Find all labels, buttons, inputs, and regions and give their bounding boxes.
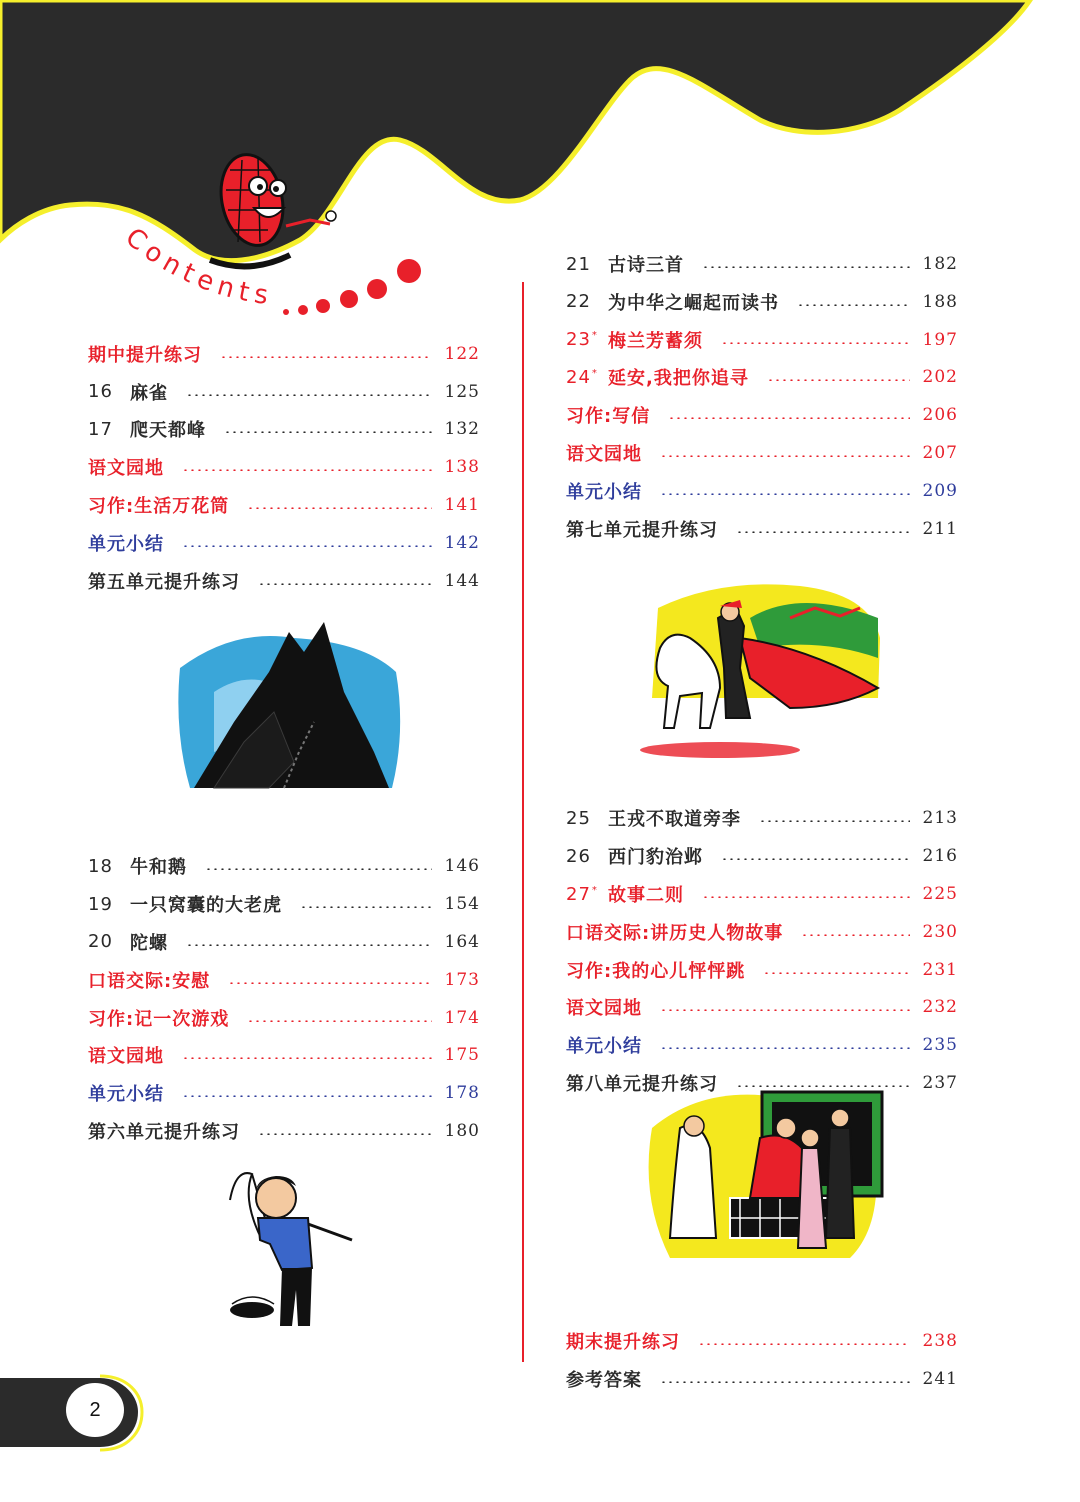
toc-dot-leader (182, 545, 432, 547)
toc-entry-title: 语文园地 (88, 458, 164, 480)
toc-entry-page: 188 (922, 291, 958, 312)
toc-entry-title: 牛和鹅 (130, 857, 187, 879)
toc-entry-page: 202 (922, 367, 958, 388)
toc-entry[interactable] (566, 361, 958, 393)
toc-entry-page: 132 (444, 419, 480, 440)
toc-entry-title: 一只窝囊的大老虎 (130, 895, 282, 917)
court-scene-illustration (640, 1088, 886, 1266)
toc-entry-page: 231 (922, 959, 958, 980)
horse-rider-illustration (640, 578, 884, 758)
toc-entry-number: 17 (88, 418, 113, 440)
toc-dot-leader (186, 394, 432, 396)
toc-entry-number: 25 (566, 807, 591, 829)
toc-dot-leader (736, 531, 910, 533)
toc-entry-number: 19 (88, 893, 113, 915)
toc-entry[interactable] (566, 1363, 958, 1395)
toc-entry[interactable] (88, 1115, 480, 1147)
toc-entry-title: 口语交际:安慰 (88, 970, 211, 992)
mountain-illustration (174, 612, 408, 796)
toc-entry-title: 王戎不取道旁李 (608, 809, 741, 831)
contents-heading (118, 226, 438, 336)
toc-entry-title: 期末提升练习 (566, 1331, 680, 1353)
toc-dot-leader (702, 266, 910, 268)
toc-entry-page: 146 (444, 856, 480, 877)
toc-dot-leader (698, 1343, 910, 1345)
toc-entry-title: 语文园地 (566, 998, 642, 1020)
toc-entry[interactable] (88, 926, 480, 958)
toc-entry-number: 22 (566, 291, 591, 313)
column-divider (522, 282, 524, 1362)
toc-entry-page: 230 (922, 921, 958, 942)
toc-entry[interactable] (88, 1077, 480, 1109)
toc-entry-title: 古诗三首 (608, 255, 684, 276)
toc-entry[interactable] (88, 1002, 480, 1034)
toc-entry-page: 225 (922, 884, 958, 904)
toc-entry[interactable] (88, 338, 480, 370)
toc-entry[interactable] (566, 1325, 958, 1357)
toc-entry-page: 235 (922, 1035, 958, 1056)
toc-entry-number: 21 (566, 253, 591, 275)
toc-entry[interactable] (88, 850, 480, 882)
toc-dot-leader (300, 906, 432, 908)
toc-dot-leader (702, 896, 910, 898)
toc-entry-title: 陀螺 (130, 932, 168, 954)
toc-entry[interactable] (566, 286, 958, 318)
toc-entry-page: 174 (444, 1007, 480, 1028)
toc-entry[interactable] (88, 888, 480, 920)
toc-dot-leader (736, 1085, 910, 1087)
toc-entry[interactable] (566, 475, 958, 507)
toc-entry-title: 习作:记一次游戏 (88, 1008, 230, 1030)
svg-text:Contents (120, 226, 276, 312)
toc-entry-title: 语文园地 (88, 1046, 164, 1068)
toc-entry-page: 241 (922, 1368, 958, 1389)
toc-entry-page: 138 (444, 457, 480, 478)
toc-entry-page: 216 (922, 846, 958, 867)
toc-entry-page: 232 (922, 997, 958, 1018)
toc-entry[interactable] (88, 964, 480, 996)
toc-dot-leader (186, 944, 432, 946)
toc-entry-page: 213 (922, 808, 958, 829)
toc-entry-title: 习作:我的心儿怦怦跳 (566, 960, 746, 982)
toc-entry-page: 206 (922, 405, 958, 426)
toc-entry-page: 207 (922, 443, 958, 463)
toc-dot-leader (721, 858, 910, 860)
toc-entry-title: 单元小结 (88, 1084, 164, 1106)
toc-dot-leader (258, 1133, 432, 1135)
toc-dot-leader (797, 304, 910, 306)
toc-entry-number: 16 (88, 381, 113, 402)
toc-dot-leader (247, 1020, 432, 1022)
toc-entry[interactable] (566, 248, 958, 280)
toc-entry-page: 164 (444, 931, 480, 952)
toc-entry-number: 18 (88, 855, 113, 877)
toc-entry-page: 178 (444, 1083, 480, 1104)
toc-entry-page: 238 (922, 1330, 958, 1351)
toc-entry-title: 西门豹治邺 (608, 847, 703, 869)
toc-entry-page: 175 (444, 1045, 480, 1066)
toc-entry[interactable] (88, 376, 480, 408)
toc-entry-number: 26 (566, 845, 591, 867)
toc-dot-leader (182, 469, 432, 471)
toc-dot-leader (205, 868, 432, 870)
toc-dot-leader (668, 417, 910, 419)
toc-entry[interactable] (566, 802, 958, 834)
toc-entry-number: 20 (88, 931, 113, 953)
toc-entry-title: 为中华之崛起而读书 (608, 292, 779, 314)
toc-entry-page: 197 (922, 329, 958, 350)
toc-entry[interactable] (566, 324, 958, 356)
toc-entry[interactable] (566, 916, 958, 948)
toc-dot-leader (801, 934, 910, 936)
toc-entry[interactable] (566, 991, 958, 1023)
toc-entry-page: 173 (444, 969, 480, 990)
toc-entry-title: 参考答案 (566, 1369, 642, 1391)
toc-entry-title: 习作:生活万花筒 (88, 495, 230, 517)
toc-entry[interactable] (566, 437, 958, 469)
page-number: 2 (66, 1383, 124, 1437)
toc-entry-page: 182 (922, 254, 958, 274)
toc-dot-leader (182, 1057, 432, 1059)
toc-entry[interactable] (88, 489, 480, 521)
toc-entry[interactable] (566, 878, 958, 910)
toc-entry-page: 122 (444, 344, 480, 364)
toc-entry-title: 口语交际:讲历史人物故事 (566, 922, 784, 944)
toc-entry-title: 第五单元提升练习 (88, 571, 240, 593)
toc-entry-number: 27* (566, 883, 598, 905)
toc-dot-leader (220, 356, 432, 358)
toc-entry-title: 第七单元提升练习 (566, 519, 718, 541)
toc-entry-title: 第八单元提升练习 (566, 1074, 718, 1095)
toc-entry-page: 237 (922, 1073, 958, 1093)
toc-entry-title: 单元小结 (566, 1036, 642, 1058)
toc-dot-leader (182, 1095, 432, 1097)
toc-dot-leader (224, 431, 432, 433)
toc-dot-leader (660, 1381, 910, 1383)
toc-entry-title: 梅兰芳蓄须 (608, 330, 703, 352)
toc-entry-page: 125 (444, 381, 480, 402)
toc-dot-leader (721, 342, 910, 344)
toc-entry-title: 麻雀 (130, 382, 168, 404)
toc-entry[interactable] (566, 1029, 958, 1061)
toc-entry[interactable] (88, 451, 480, 483)
toc-entry-page: 211 (922, 518, 958, 539)
toc-entry-page: 209 (922, 480, 958, 501)
toc-dot-leader (660, 1047, 910, 1049)
toc-entry[interactable] (88, 1039, 480, 1071)
toc-dot-leader (767, 379, 910, 381)
toc-entry-title: 第六单元提升练习 (88, 1121, 240, 1143)
toc-entry-page: 142 (444, 532, 480, 553)
toc-dot-leader (258, 583, 432, 585)
toc-entry-title: 单元小结 (88, 533, 164, 555)
toc-entry-page: 144 (444, 570, 480, 591)
toc-entry[interactable] (88, 527, 480, 559)
toc-entry-title: 习作:写信 (566, 406, 651, 428)
toc-entry-number: 23* (566, 329, 598, 351)
toc-dot-leader (660, 493, 910, 495)
toc-entry-title: 单元小结 (566, 481, 642, 503)
toc-dot-leader (660, 455, 910, 457)
contents-word-text: Contents (119, 226, 276, 312)
toc-entry[interactable] (566, 840, 958, 872)
toc-entry-number: 24* (566, 366, 598, 388)
toc-entry-page: 141 (444, 494, 480, 515)
toc-entry-page: 154 (444, 894, 480, 915)
toc-entry-title: 故事二则 (608, 885, 684, 906)
toc-dot-leader (228, 982, 432, 984)
toc-entry-title: 延安,我把你追寻 (608, 368, 749, 390)
boy-spinning-top-illustration (212, 1160, 368, 1336)
toc-entry-title: 语文园地 (566, 444, 642, 465)
toc-dot-leader (247, 507, 432, 509)
toc-entry-title: 爬天都峰 (130, 420, 206, 442)
toc-entry-page: 180 (444, 1120, 480, 1141)
toc-entry-title: 期中提升练习 (88, 345, 202, 366)
toc-entry[interactable] (88, 413, 480, 445)
toc-dot-leader (759, 820, 910, 822)
toc-entry[interactable] (566, 954, 958, 986)
toc-entry[interactable] (566, 399, 958, 431)
toc-entry[interactable] (566, 513, 958, 545)
toc-entry[interactable] (88, 565, 480, 597)
toc-dot-leader (763, 972, 910, 974)
toc-dot-leader (660, 1009, 910, 1011)
